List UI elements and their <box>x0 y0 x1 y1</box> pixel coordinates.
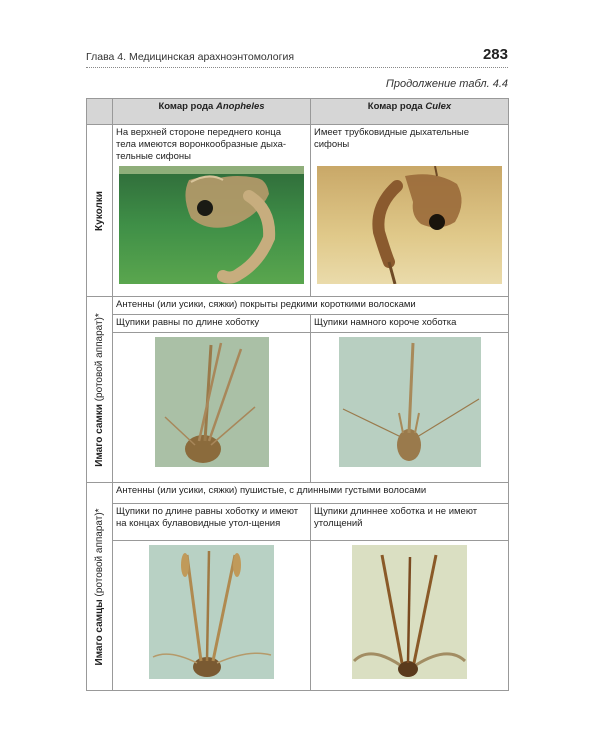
cell-female-anopheles-photo <box>113 333 311 483</box>
table-continuation-caption: Продолжение табл. 4.4 <box>385 78 508 90</box>
cell-anopheles-pupa <box>113 125 311 297</box>
cell-male-culex-photo <box>311 541 509 691</box>
row-label-male: Имаго самцы (ротовой аппарат)* <box>87 483 113 691</box>
header-divider <box>86 67 508 68</box>
male-culex-palps: Щупики длиннее хоботка и не имеют утолщений <box>311 504 509 541</box>
row-label-female: Имаго самки (ротовой аппарат)* <box>87 297 113 483</box>
running-header <box>86 46 508 66</box>
column-header-anopheles: Комар рода Anopheles <box>113 99 311 125</box>
cell-female-culex-photo <box>311 333 509 483</box>
female-anopheles-palps: Щупики равны по длине хоботку <box>113 315 311 333</box>
column-header-culex: Комар рода Culex <box>311 99 509 125</box>
male-anopheles-photo <box>149 545 274 679</box>
row-label-pupae: Куколки <box>87 125 113 297</box>
male-anopheles-palps: Щупики по длине равны хоботку и имеют на концах булавовидные утол-щения <box>113 504 311 541</box>
page-number: 283 <box>482 46 508 63</box>
culex-pupa-description: Имеет трубковидные дыхательные сифоны <box>314 127 470 150</box>
male-shared-antennae: Антенны (или усики, сяжки) пушистые, с длинными густыми волосами <box>113 483 509 504</box>
female-culex-palps: Щупики намного короче хоботка <box>311 315 509 333</box>
mosquito-comparison-table <box>86 98 509 691</box>
anopheles-pupa-photo <box>119 166 304 284</box>
cell-male-anopheles-photo <box>113 541 311 691</box>
anopheles-pupa-description: На верхней стороне переднего конца тела имеются воронкообразные дыха-тельные сифоны <box>116 127 287 162</box>
female-shared-antennae: Антенны (или усики, сяжки) покрыты редкими короткими волосками <box>113 297 509 315</box>
male-culex-photo <box>352 545 467 679</box>
female-anopheles-photo <box>155 337 269 467</box>
female-culex-photo <box>339 337 481 467</box>
cell-culex-pupa <box>311 125 509 297</box>
culex-pupa-photo <box>317 166 502 284</box>
chapter-title: Глава 4. Медицинская арахноэнтомология <box>86 51 295 63</box>
table-corner-cell <box>87 99 113 125</box>
